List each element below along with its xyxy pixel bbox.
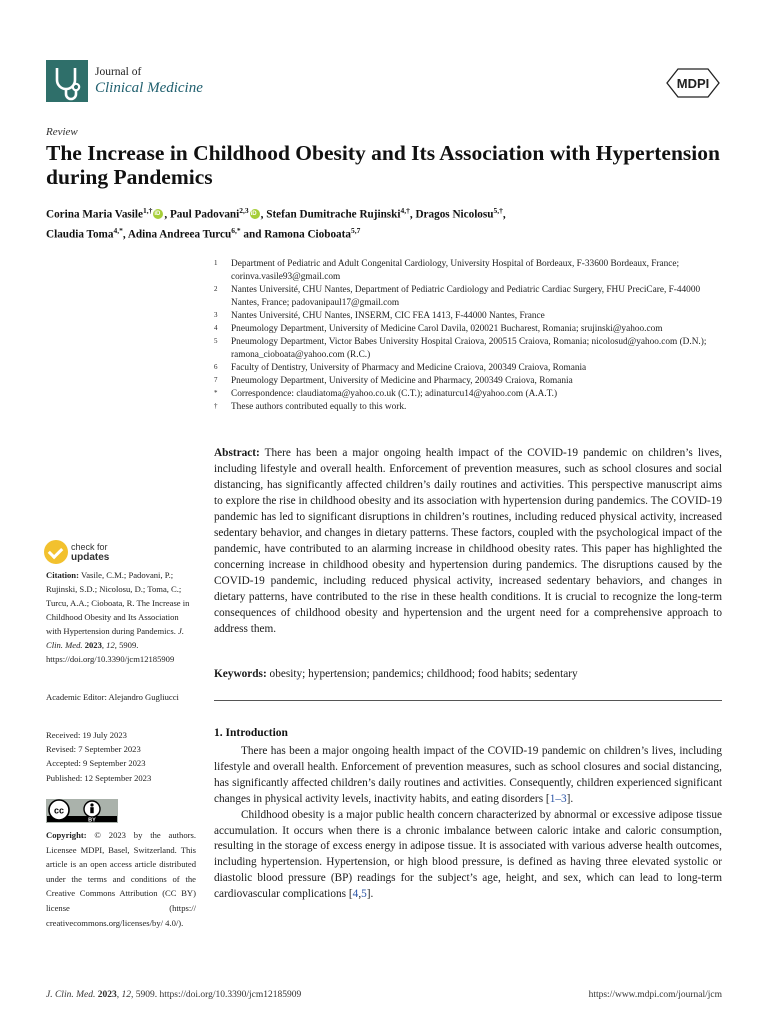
section-heading-introduction: 1. Introduction: [214, 727, 288, 739]
author-separator: ,: [122, 228, 128, 241]
affiliation-item: [214, 310, 724, 323]
affiliation-text: These authors contributed equally to this work.: [231, 402, 407, 412]
journal-name: Clinical Medicine: [95, 80, 203, 96]
check-for-updates-text: [71, 542, 109, 563]
affiliation-item: [214, 336, 724, 362]
affiliation-item: [214, 388, 724, 401]
citation-year: 2023: [84, 640, 102, 650]
citation-volume: 12: [106, 640, 115, 650]
affiliation-number: 3: [214, 311, 218, 319]
affiliation-number: 7: [214, 376, 218, 384]
author-name: Dragos Nicolosu: [415, 208, 494, 221]
affiliation-number: 1: [214, 259, 218, 267]
abstract: [214, 445, 722, 637]
affiliation-text: Faculty of Dentistry, University of Pharmacy and Medicine Craiova, 200349 Craiova, Romania: [231, 363, 587, 373]
check-line-1: check for: [71, 542, 108, 552]
citation-label: Citation:: [46, 570, 79, 580]
author-separator: and: [240, 228, 265, 241]
footer-doi[interactable]: , 5909. https://doi.org/10.3390/jcm12185909: [130, 990, 302, 1000]
academic-editor: [46, 690, 196, 704]
article-type: Review: [46, 126, 78, 138]
keywords: [214, 666, 722, 682]
affiliation-text: Nantes Université, CHU Nantes, INSERM, CIC FEA 1413, F-44000 Nantes, France: [231, 311, 545, 321]
copyright-text: © 2023 by the authors. Licensee MDPI, Basel, Switzerland. This article is an open access article distributed under the terms and conditions of the Creative Commons Attribution (CC BY) license (https:// creativecommons.org/licenses/by/ 4.0/).: [46, 830, 196, 928]
footer-journal-url[interactable]: https://www.mdpi.com/journal/jcm: [588, 990, 722, 1000]
journal-prefix: Journal of: [95, 66, 142, 78]
citation-link[interactable]: 5: [361, 888, 367, 901]
affiliation-text: Correspondence: claudiatoma@yahoo.co.uk (C.T.); adinaturcu14@yahoo.com (A.A.T.): [231, 389, 558, 399]
checkmark-icon: [44, 540, 68, 564]
paragraph-text: ].: [566, 792, 574, 805]
affiliation-number: 6: [214, 363, 218, 371]
cc-by-license-icon[interactable]: [46, 799, 118, 823]
svg-text:cc: cc: [53, 805, 65, 816]
affiliation-text: Pneumology Department, Victor Babes University Hospital Craiova, 200515 Craiova, Romania; nicolosud@yahoo.com (D.N.); ramona_cioboata@yahoo.com (R.C.): [231, 337, 707, 360]
author-separator: ,: [260, 208, 267, 221]
mdpi-logo-icon: [666, 68, 720, 98]
affiliation-number: *: [214, 389, 218, 397]
abstract-label: Abstract:: [214, 447, 260, 459]
affiliation-item: [214, 284, 724, 310]
affiliations: [214, 258, 724, 414]
orcid-icon[interactable]: [153, 209, 163, 219]
accepted-date: Accepted: 9 September 2023: [46, 758, 146, 769]
received-date: Received: 19 July 2023: [46, 730, 127, 740]
editor-label: Academic Editor:: [46, 692, 107, 702]
copyright-notice: [46, 828, 196, 930]
affiliation-number: 4: [214, 324, 218, 332]
introduction-body: [214, 744, 722, 903]
mdpi-logo-text: MDPI: [676, 76, 710, 91]
author-list: [46, 203, 736, 242]
affiliation-number: †: [214, 402, 218, 410]
citation-journal: J. Clin. Med.: [46, 626, 184, 650]
published-date: Published: 12 September 2023: [46, 772, 152, 783]
author-affiliation-marker: 5,†: [493, 206, 503, 215]
author-separator: ,: [502, 208, 506, 221]
footer-journal: J. Clin. Med.: [46, 990, 96, 1000]
affiliation-text: Pneumology Department, University of Medicine and Pharmacy, 200349 Craiova, Romania: [231, 376, 573, 386]
copyright-label: Copyright:: [46, 830, 87, 840]
author-affiliation-marker: 6,*: [231, 225, 241, 235]
affiliation-text: Department of Pediatric and Adult Congenital Cardiology, University Hospital of Bordeaux, F-33600 Bordeaux, France; corinva.vasile93@gmail.com: [231, 259, 680, 282]
author-affiliation-marker: 4,†: [400, 206, 410, 215]
check-line-2: updates: [71, 552, 110, 563]
affiliation-number: 5: [214, 337, 218, 345]
journal-logo-icon: [46, 60, 88, 102]
check-for-updates-badge[interactable]: [44, 540, 164, 566]
paragraph-text: ].: [366, 888, 374, 901]
author-name: Adina Andreea Turcu: [127, 228, 232, 241]
paragraph-text: ,: [358, 888, 362, 901]
citation-link[interactable]: 4: [352, 888, 359, 901]
citation-doi[interactable]: , 5909. https://doi.org/10.3390/jcm12185909: [46, 640, 175, 664]
affiliation-item: [214, 362, 724, 375]
citation-text: Vasile, C.M.; Padovani, P.; Rujinski, S.D.; Nicolosu, D.; Toma, C.; Turcu, A.A.; Cioboata, R. The Increase in Childhood Obesity and Its Association with Hypertension during Pandemics.: [46, 570, 190, 636]
footer-volume: 12: [121, 990, 131, 1000]
author-name: Claudia Toma: [46, 228, 114, 241]
citation-link[interactable]: 1–3: [549, 792, 567, 805]
abstract-text: There has been a major ongoing health impact of the COVID-19 pandemic on children’s lives, including lifestyle and overall health. Enforcement of prevention measures, such as school closures and social distancing, has significantly affected children’s daily routines and activities. This perspective manuscript aims to explore the rise in childhood obesity and its association with hypertension during pandemics. The COVID-19 pandemic has led to significant disruptions in children’s routines, including reduced physical activity, increased sedentary behavior, and changes in dietary patterns. These factors, coupled with the psychological impact of the pandemic, have contributed to an alarming increase in childhood obesity rates. This paper has highlighted the concerning increase in childhood obesity and hypertension during pandemics. The disruptions caused by the COVID-19 pandemic, including reduced physical activity, increased sedentary behaviors, and changes in dietary patterns, have contributed to the rise in these health conditions. It is crucial to recognize the long-term consequences of childhood obesity and hypertension and the urgent need for a comprehensive approach to address them.: [214, 447, 722, 635]
affiliation-item: [214, 323, 724, 336]
author-separator: ,: [409, 208, 416, 221]
citation-block: Citation: Vasile, C.M.; Padovani, P.; Rujinski, S.D.; Nicolosu, D.; Toma, C.; Turcu, A.A.; Cioboata, R. The Increase in Childhood Obesity and Its Association with Hypertension during Pandemics. J. Clin. Med. 2023, 12, 5909. https://doi.org/10.3390/jcm12185909: [46, 570, 190, 664]
publication-dates: [46, 728, 196, 785]
editor-name: Alejandro Gugliucci: [108, 692, 179, 702]
paragraph: [214, 744, 722, 808]
article-title: The Increase in Childhood Obesity and Its Association with Hypertension during Pandemics: [46, 141, 720, 189]
keywords-label: Keywords:: [214, 668, 267, 680]
author-name: Ramona Cioboata: [264, 228, 351, 241]
revised-date: Revised: 7 September 2023: [46, 744, 141, 755]
affiliation-item: [214, 375, 724, 388]
orcid-icon[interactable]: [250, 209, 260, 219]
affiliation-item: [214, 258, 724, 284]
author-name: Corina Maria Vasile: [46, 208, 143, 221]
author-affiliation-marker: 2,3: [239, 206, 249, 215]
paragraph-text: Childhood obesity is a major public health concern characterized by abnormal or excessive adipose tissue accumulation. It occurs when there is a chronic imbalance between caloric intake and caloric consumption, resulting in the storage of excess energy in adipose tissue. It is associated with various adverse health outcomes, including hypertension. Hypertension, or high blood pressure, is defined as having three elevated systolic or diastolic blood pressure (BP) readings for the subject’s age, height, and sex, which can lead to long-term cardiovascular complications [: [214, 808, 722, 901]
author-separator: ,: [164, 208, 170, 221]
author-affiliation-marker: 1,†: [142, 206, 153, 215]
footer-year: 2023: [97, 990, 117, 1000]
affiliation-item: [214, 401, 724, 414]
author-affiliation-marker: 4,*: [113, 225, 123, 235]
author-name: Paul Padovani: [169, 208, 240, 221]
keywords-text: obesity; hypertension; pandemics; childhood; food habits; sedentary: [269, 668, 578, 680]
footer-citation: J. Clin. Med. 2023, 12, 5909. https://doi.org/10.3390/jcm12185909: [46, 990, 302, 1000]
paragraph: [214, 808, 722, 903]
section-divider: [214, 700, 722, 701]
author-affiliation-marker: 5,7: [350, 225, 361, 235]
affiliation-number: 2: [214, 285, 218, 293]
paragraph-text: There has been a major ongoing health impact of the COVID-19 pandemic on children’s lives, including lifestyle and overall health. Enforcement of prevention measures, such as school closures and social distancing, has significantly affected children’s daily routines and activities. Consequently, children experienced significant changes in physical activity levels, inactivity habits, and eating disorders [: [214, 745, 722, 805]
affiliation-text: Nantes Université, CHU Nantes, Department of Pediatric Cardiology and Pediatric Cardiac Surgery, FHU PreciCare, F-44000 Nantes, France; padovanipaul17@gmail.com: [231, 285, 701, 308]
cc-by-label: BY: [88, 817, 96, 823]
affiliation-text: Pneumology Department, University of Medicine Carol Davila, 020021 Bucharest, Romania; srujinski@yahoo.com: [231, 324, 663, 334]
author-name: Stefan Dumitrache Rujinski: [266, 208, 401, 221]
